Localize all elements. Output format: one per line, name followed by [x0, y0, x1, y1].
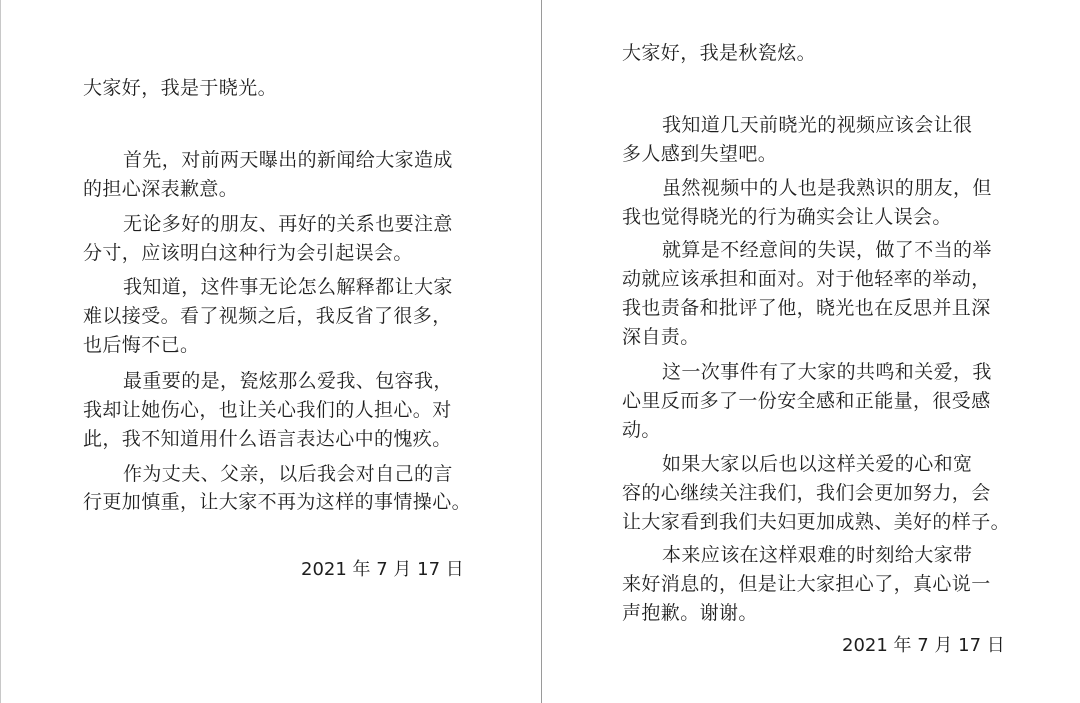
right-p5-line1: 如果大家以后也以这样关爱的心和宽 — [662, 453, 973, 475]
right-p6-line1: 本来应该在这样艰难的时刻给大家带 — [662, 544, 973, 566]
left-p4-line3: 此，我不知道用什么语言表达心中的愧疚。 — [83, 428, 452, 450]
right-p3-line1: 就算是不经意间的失误，做了不当的举 — [662, 239, 992, 261]
right-p1-line1: 我知道几天前晓光的视频应该会让很 — [662, 114, 973, 136]
right-p6-line3: 声抱歉。谢谢。 — [622, 602, 758, 624]
right-p6-line2: 来好消息的，但是让大家担心了，真心说一 — [622, 573, 991, 595]
right-p4-line2: 心里反而多了一份安全感和正能量，很受感 — [622, 390, 991, 412]
left-date: 2021 年 7 月 17 日 — [301, 559, 464, 580]
right-p3-line2: 动就应该承担和面对。对于他轻率的举动， — [622, 268, 991, 290]
right-p2-line2: 我也觉得晓光的行为确实会让人误会。 — [622, 206, 952, 228]
right-p4-line3: 动。 — [622, 419, 661, 441]
left-p3-line2: 难以接受。看了视频之后，我反省了很多， — [83, 305, 452, 327]
right-p3-line4: 深自责。 — [622, 326, 700, 348]
right-p1-line2: 多人感到失望吧。 — [622, 143, 778, 165]
right-letter-page — [541, 0, 1080, 703]
left-p3-line1: 我知道，这件事无论怎么解释都让大家 — [123, 276, 453, 298]
right-date: 2021 年 7 月 17 日 — [842, 635, 1005, 656]
left-p4-line1: 最重要的是，瓷炫那么爱我、包容我， — [123, 370, 453, 392]
right-p2-line1: 虽然视频中的人也是我熟识的朋友，但 — [662, 177, 992, 199]
left-p1-line2: 的担心深表歉意。 — [83, 178, 239, 200]
left-p2-line2: 分寸，应该明白这种行为会引起误会。 — [83, 242, 413, 264]
right-p5-line2: 容的心继续关注我们，我们会更加努力，会 — [622, 482, 991, 504]
right-p5-line3: 让大家看到我们夫妇更加成熟、美好的样子。 — [622, 511, 1011, 533]
right-p3-line3: 我也责备和批评了他，晓光也在反思并且深 — [622, 297, 991, 319]
left-p5-line1: 作为丈夫、父亲，以后我会对自己的言 — [123, 463, 453, 485]
left-greeting: 大家好，我是于晓光。 — [83, 77, 278, 99]
left-p3-line3: 也后悔不已。 — [83, 334, 200, 356]
right-p4-line1: 这一次事件有了大家的共鸣和关爱，我 — [662, 361, 992, 383]
left-p5-line2: 行更加慎重，让大家不再为这样的事情操心。 — [83, 491, 472, 513]
right-greeting: 大家好，我是秋瓷炫。 — [622, 42, 817, 64]
left-p2-line1: 无论多好的朋友、再好的关系也要注意 — [123, 213, 453, 235]
left-p4-line2: 我却让她伤心，也让关心我们的人担心。对 — [83, 399, 452, 421]
left-p1-line1: 首先，对前两天曝出的新闻给大家造成 — [123, 149, 453, 171]
